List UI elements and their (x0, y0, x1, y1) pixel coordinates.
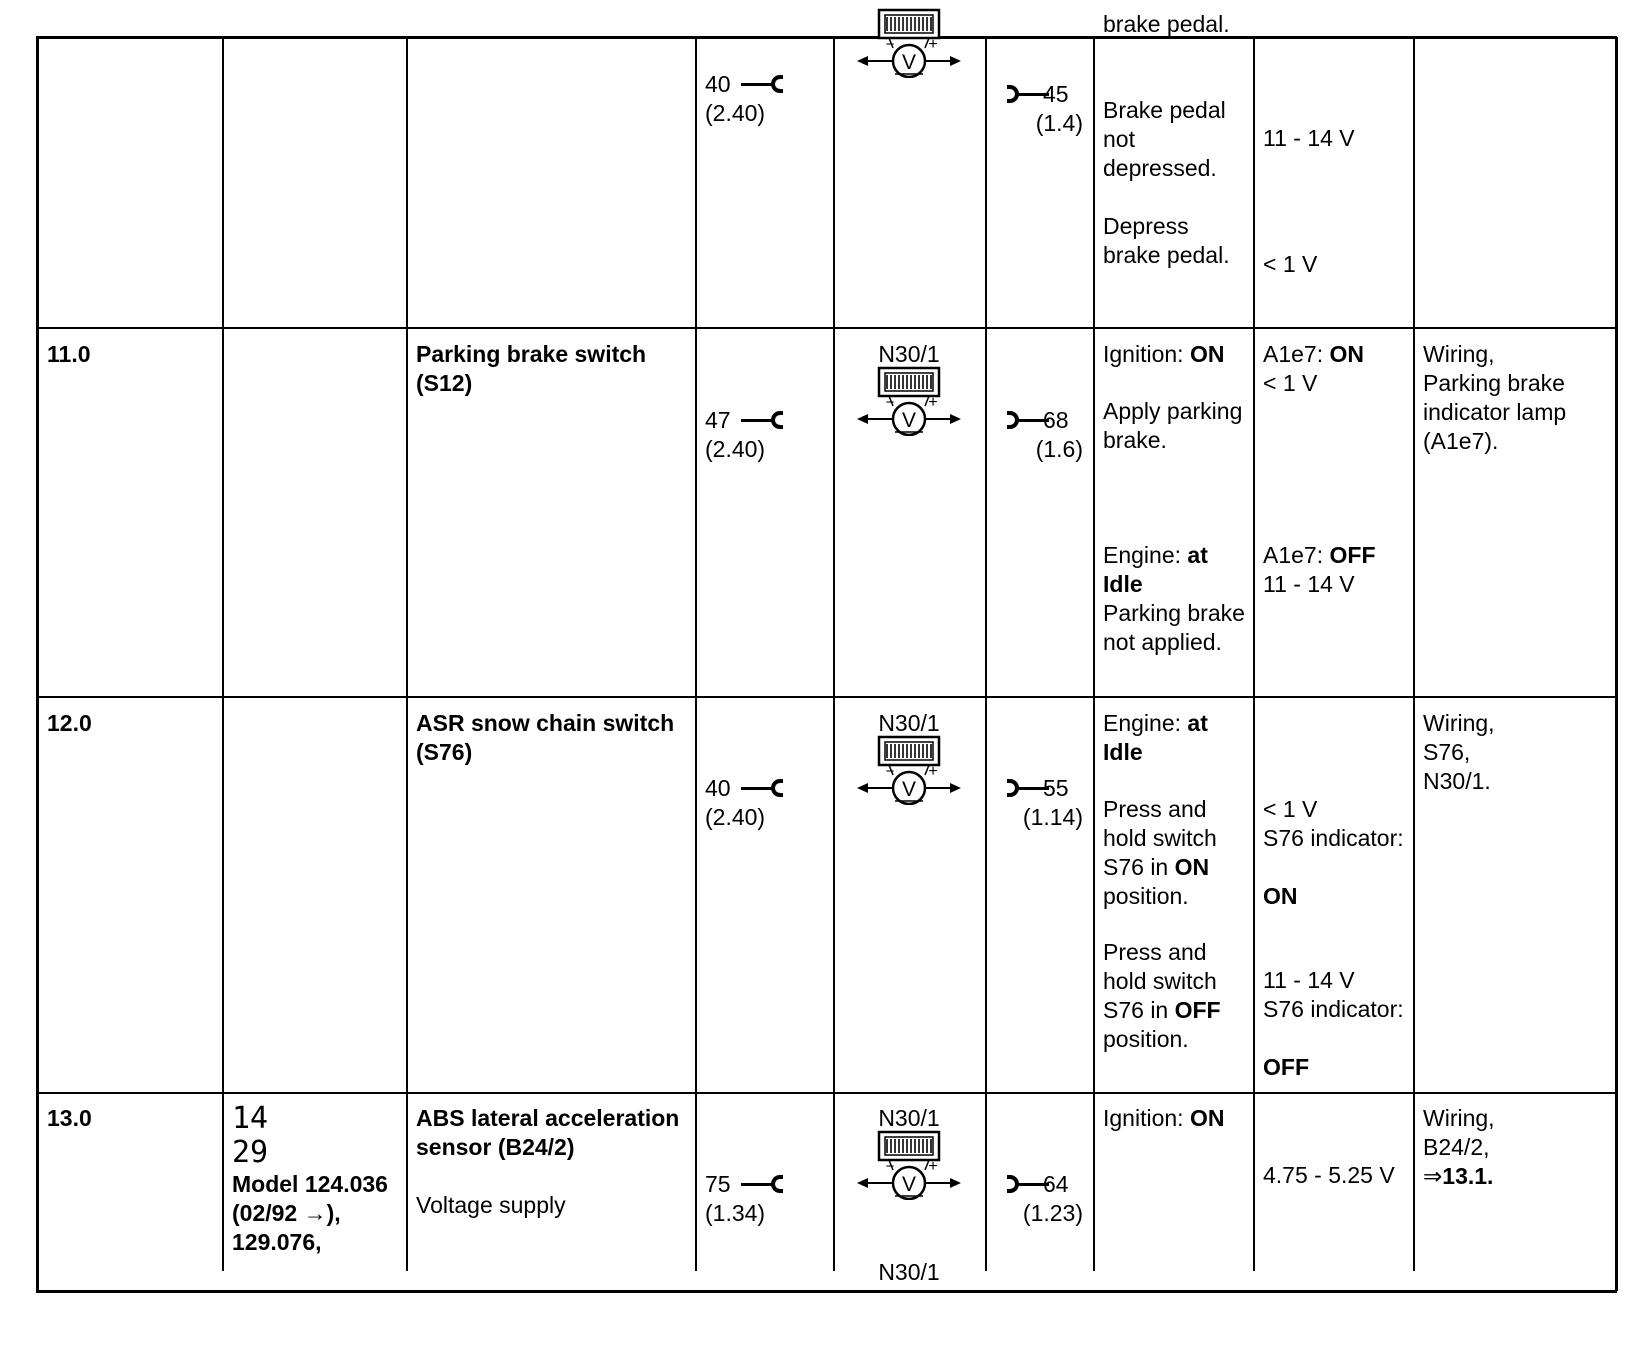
column-rule (1615, 37, 1618, 1291)
text-span: ⇒ (1423, 1163, 1443, 1189)
nominal-value (1263, 570, 1409, 599)
voltmeter-icon (853, 735, 965, 805)
text-span: Parking brake indicator lamp (A1e7). (1423, 370, 1567, 454)
text-span: Engine: (1103, 710, 1188, 736)
text-span: A1e7: (1263, 542, 1330, 568)
bold-text: ON (1174, 854, 1210, 880)
test-condition (1103, 709, 1249, 767)
text-span: Wiring, (1423, 710, 1495, 736)
pin-right: 68 (1043, 407, 1069, 433)
nominal-value (1263, 1053, 1409, 1082)
bold-text: 13.1. (1442, 1163, 1494, 1189)
pin-right-ref: (1.6) (1035, 436, 1083, 462)
svg-text:−: − (885, 394, 895, 411)
svg-text:+: + (928, 1158, 938, 1175)
svg-text:V: V (901, 51, 917, 74)
segment-code: 14 (232, 1101, 269, 1136)
connector-label: N30/1 (878, 341, 940, 367)
applicability-note (232, 1102, 402, 1257)
test-condition (1103, 212, 1249, 270)
pin-right-ref: (1.23) (1022, 1200, 1083, 1226)
test-condition (1103, 938, 1249, 1054)
possible-cause (1423, 1133, 1610, 1162)
bold-text: ON (1189, 1105, 1225, 1131)
pin-left-ref: (2.40) (705, 100, 766, 126)
nominal-value (1263, 340, 1409, 369)
text-span: < 1 V (1263, 370, 1318, 396)
probe-socket-icon (741, 1173, 785, 1197)
bold-text: ON (1329, 341, 1364, 367)
pin-right: 45 (1043, 81, 1069, 107)
voltmeter-icon (853, 8, 965, 78)
probe-socket-icon (741, 73, 785, 97)
text-span: < 1 V (1263, 796, 1318, 822)
text-span: 4.75 - 5.25 V (1263, 1162, 1395, 1188)
row-rule (36, 327, 1617, 329)
text-span: Wiring, (1423, 1105, 1495, 1131)
pin-right: 55 (1043, 775, 1069, 801)
possible-cause (1423, 1162, 1610, 1191)
pin-left: 40 (705, 71, 731, 97)
test-condition (1103, 599, 1249, 657)
text-span: Depress brake pedal. (1103, 213, 1230, 268)
svg-text:V: V (901, 778, 917, 801)
text-span: Engine: (1103, 542, 1188, 568)
svg-text:V: V (901, 1173, 917, 1196)
model-list: Model 124.036 (02/92 →), 129.076, (232, 1171, 388, 1255)
pin-right-ref: (1.14) (1022, 804, 1083, 830)
nominal-value (1263, 995, 1409, 1024)
svg-text:V: V (901, 409, 917, 432)
voltmeter-icon (853, 366, 965, 436)
step-number: 11.0 (47, 341, 91, 367)
row-rule (36, 696, 1617, 698)
text-span: Press and hold switch S76 in (1103, 796, 1217, 880)
text-span: Ignition: (1103, 1105, 1190, 1131)
component-name: ASR snow chain switch (S76) (416, 710, 675, 765)
test-condition (1103, 96, 1249, 183)
text-span: brake pedal. (1103, 11, 1230, 37)
voltmeter-icon (853, 1130, 965, 1200)
step-number: 13.0 (47, 1105, 92, 1131)
possible-cause (1423, 767, 1610, 796)
svg-text:+: + (928, 763, 938, 780)
row-rule (36, 36, 1617, 39)
nominal-value (1263, 882, 1409, 911)
column-rule (695, 37, 697, 1271)
column-rule (1253, 37, 1255, 1271)
text-span: Brake pedal not depressed. (1103, 97, 1226, 181)
nominal-value (1263, 541, 1409, 570)
text-span: A1e7: (1263, 341, 1330, 367)
bold-text: OFF (1329, 542, 1376, 568)
probe-socket-icon (741, 409, 785, 433)
nominal-value (1263, 824, 1409, 853)
segment-code: 29 (232, 1135, 269, 1170)
text-span: Apply parking brake. (1103, 398, 1243, 453)
bold-text: ON (1189, 341, 1225, 367)
bold-text: OFF (1263, 1054, 1309, 1080)
bold-text: OFF (1174, 997, 1221, 1023)
text-span: 11 - 14 V (1263, 967, 1355, 993)
pin-left: 40 (705, 775, 731, 801)
test-condition (1103, 10, 1249, 39)
possible-cause (1423, 1104, 1610, 1133)
text-span: 11 - 14 V (1263, 571, 1355, 597)
text-span: 11 - 14 V (1263, 125, 1355, 151)
text-span: B24/2, (1423, 1134, 1490, 1160)
column-rule (222, 37, 224, 1271)
connector-label: N30/1 (878, 1259, 940, 1285)
component-name: Parking brake switch (S12) (416, 341, 647, 396)
text-span: Ignition: (1103, 341, 1190, 367)
row-rule (36, 1092, 1617, 1094)
pin-left: 75 (705, 1171, 731, 1197)
nominal-value (1263, 369, 1409, 398)
pin-left-ref: (2.40) (705, 804, 766, 830)
nominal-value (1263, 1161, 1409, 1190)
bold-text: ON (1263, 883, 1298, 909)
svg-text:−: − (885, 36, 895, 53)
possible-cause (1423, 369, 1610, 456)
test-condition (1103, 541, 1249, 599)
test-condition (1103, 795, 1249, 911)
text-span: S76, (1423, 739, 1471, 765)
text-span: S76 indicator: (1263, 996, 1404, 1022)
svg-text:−: − (885, 763, 895, 780)
bold-text: at Idle (1103, 542, 1208, 597)
column-rule (985, 37, 987, 1271)
text-span: Press and hold switch S76 in (1103, 939, 1217, 1023)
text-span: < 1 V (1263, 251, 1318, 277)
column-rule (833, 37, 835, 1271)
pin-right-ref: (1.4) (1035, 110, 1083, 136)
possible-cause (1423, 709, 1610, 738)
connector-label: N30/1 (878, 1105, 940, 1131)
text-span: Parking brake not applied. (1103, 600, 1245, 655)
nominal-value (1263, 966, 1409, 995)
text-span: S76 indicator: (1263, 825, 1404, 851)
column-rule (1093, 37, 1095, 1271)
pin-left-ref: (1.34) (705, 1200, 766, 1226)
row-rule (36, 1290, 1617, 1293)
column-rule (36, 37, 39, 1291)
text-span: Wiring, (1423, 341, 1495, 367)
step-number: 12.0 (47, 710, 92, 736)
nominal-value (1263, 795, 1409, 824)
test-condition (1103, 397, 1249, 455)
pin-left-ref: (2.40) (705, 436, 766, 462)
svg-text:+: + (928, 394, 938, 411)
column-rule (1413, 37, 1415, 1271)
nominal-value (1263, 124, 1409, 153)
pin-right: 64 (1043, 1171, 1069, 1197)
bold-text: at Idle (1103, 710, 1208, 765)
column-rule (406, 37, 408, 1271)
test-condition (1103, 1104, 1249, 1133)
svg-text:−: − (885, 1158, 895, 1175)
component-detail: Voltage supply (416, 1192, 566, 1218)
text-span: position. (1103, 883, 1189, 909)
pin-left: 47 (705, 407, 731, 433)
text-span: N30/1. (1423, 768, 1491, 794)
test-condition (1103, 340, 1249, 369)
connector-label: N30/1 (878, 710, 940, 736)
possible-cause (1423, 738, 1610, 767)
text-span: position. (1103, 1026, 1189, 1052)
component-name: ABS lateral acceleration sensor (B24/2) (416, 1105, 680, 1160)
possible-cause (1423, 340, 1610, 369)
nominal-value (1263, 250, 1409, 279)
probe-socket-icon (741, 777, 785, 801)
svg-text:+: + (928, 36, 938, 53)
